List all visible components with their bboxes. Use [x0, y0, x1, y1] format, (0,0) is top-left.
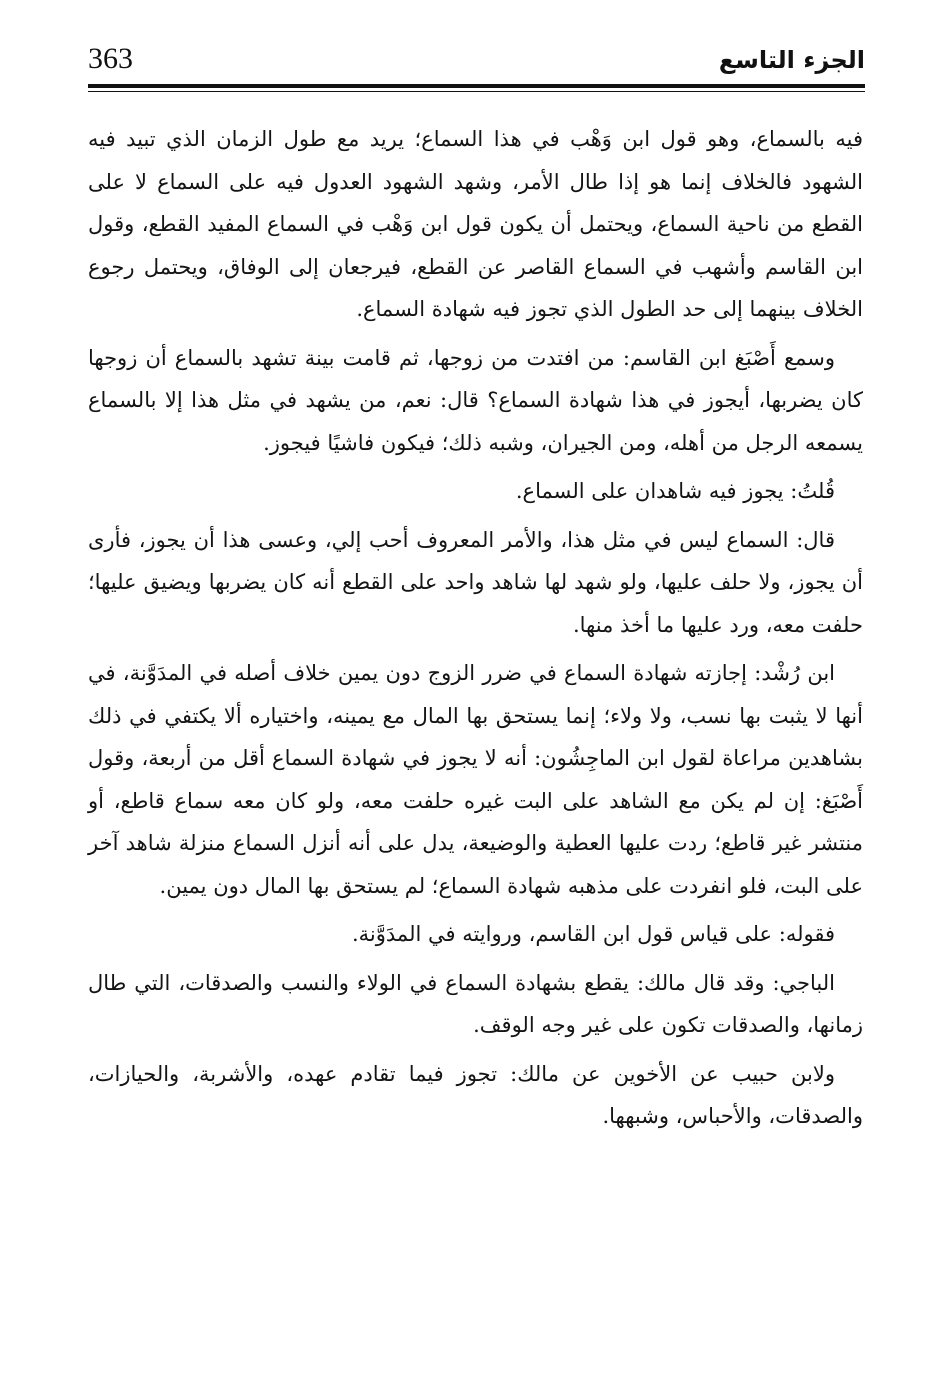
page-number: 363	[88, 42, 133, 75]
paragraph-2: وسمع أَصْبَغ ابن القاسم: من افتدت من زوجها، ثم قامت بينة تشهد بالسماع أن زوجها كان يضربها، أيجوز في هذا شهادة السماع؟ قال: نعم، من يشهد في مثل هذا إلا بالسماع يسمعه الرجل من أهله، ومن الجيران، وشبه ذلك؛ فيكون فاشيًا فيجوز.	[88, 345, 863, 455]
page-header	[88, 40, 865, 90]
paragraph-3: قُلتُ: يجوز فيه شاهدان على السماع.	[515, 479, 835, 503]
paragraph-7: الباجي: وقد قال مالك: يقطع بشهادة السماع في الولاء والنسب والصدقات، التي طال زمانها، والصدقات تكون على غير وجه الوقف.	[88, 970, 863, 1037]
body-text	[88, 118, 863, 1144]
paragraph-6: فقوله: على قياس قول ابن القاسم، وروايته في المدَوَّنة.	[351, 922, 835, 946]
header-rule-thick	[88, 84, 865, 88]
paragraph-5: ابن رُشْد: إجازته شهادة السماع في ضرر الزوج دون يمين خلاف أصله في المدَوَّنة، في أنها لا يثبت بها نسب، ولا ولاء؛ إنما يستحق بها المال مع يمينه، واختياره ألا يكتفي في ذلك بشاهدين مراعاة لقول ابن الماجِشُون: أنه لا يجوز في شهادة السماع أقل من أربعة، وقول أَصْبَغ: إن لم يكن مع الشاهد على البت غيره حلفت معه، ولو كان معه سماع قاطع، أو منتشر غير قاطع؛ ردت عليها العطية والوضيعة، يدل على أنه أنزل السماع منزلة شاهد آخر على البت، فلو انفردت على مذهبه شهادة السماع؛ لم يستحق بها المال دون يمين.	[88, 661, 863, 898]
header-rule-thin	[88, 91, 865, 92]
running-title: الجزء التاسع	[718, 46, 865, 74]
paragraph-1: فيه بالسماع، وهو قول ابن وَهْب في هذا السماع؛ يريد مع طول الزمان الذي تبيد فيه الشهود فالخلاف إنما هو إذا طال الأمر، وشهد الشهود العدول فيه على السماع لا على القطع من ناحية السماع، ويحتمل أن يكون قول ابن وَهْب في السماع المفيد القطع، وقول ابن القاسم وأشهب في السماع القاصر عن القطع، فيرجعان إلى الوفاق، ويحتمل رجوع الخلاف بينهما إلى حد الطول الذي تجوز فيه شهادة السماع.	[88, 127, 863, 321]
paragraph-8: ولابن حبيب عن الأخوين عن مالك: تجوز فيما تقادم عهده، والأشربة، والحيازات، والصدقات، والأحباس، وشبهها.	[88, 1061, 863, 1128]
paragraph-4: قال: السماع ليس في مثل هذا، والأمر المعروف أحب إلي، وعسى هذا أن يجوز، فأرى أن يجوز، ولا حلف عليها، ولو شهد لها شاهد واحد على القطع أنه كان يضربها ويضيق عليها؛ حلفت معه، ورد عليها ما أخذ منها.	[88, 527, 863, 637]
